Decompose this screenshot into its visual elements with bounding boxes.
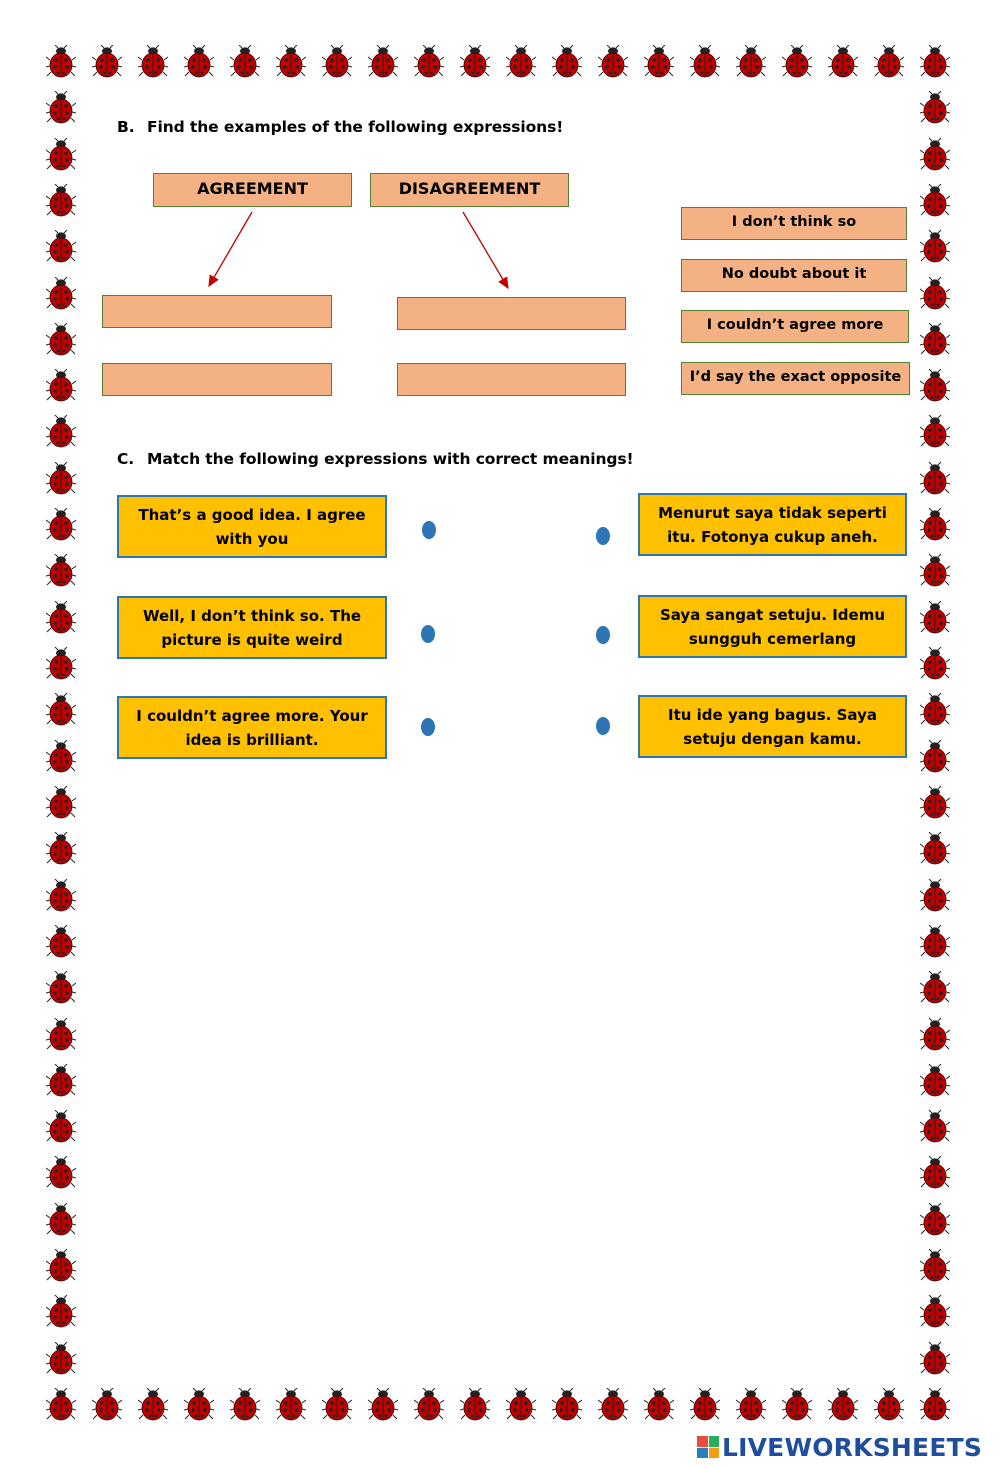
meaning-line: Menurut saya tidak seperti	[658, 503, 887, 522]
ladybug-icon	[920, 971, 950, 1005]
ladybug-icon	[46, 925, 76, 959]
arrow-agreement	[209, 212, 252, 286]
expression-line: Well, I don’t think so. The	[142, 606, 362, 625]
section-c-heading	[117, 450, 634, 468]
meaning-line: itu. Fotonya cukup aneh.	[667, 527, 878, 546]
match-dot-right-1[interactable]	[596, 527, 610, 545]
ladybug-icon	[920, 554, 950, 588]
ladybug-icon	[598, 1388, 628, 1422]
option-card[interactable]: I’d say the exact opposite	[681, 362, 910, 395]
ladybug-icon	[920, 462, 950, 496]
ladybug-icon	[506, 1388, 536, 1422]
match-dot-left-2[interactable]	[421, 625, 435, 643]
ladybug-icon	[46, 1388, 76, 1422]
ladybug-icon	[920, 415, 950, 449]
ladybug-icon	[46, 1295, 76, 1329]
ladybug-icon	[920, 1249, 950, 1283]
ladybug-icon	[736, 1388, 766, 1422]
ladybug-icon	[46, 1203, 76, 1237]
logo-badge-icon	[697, 1436, 719, 1458]
ladybug-icon	[920, 832, 950, 866]
option-card[interactable]: I couldn’t agree more	[681, 310, 909, 343]
match-dot-right-3[interactable]	[596, 717, 610, 735]
ladybug-icon	[184, 1388, 214, 1422]
agreement-drop-zone-1[interactable]	[102, 295, 332, 328]
logo-text: LIVEWORKSHEETS	[722, 1432, 983, 1462]
ladybug-icon	[920, 601, 950, 635]
liveworksheets-logo	[697, 1432, 982, 1462]
section-c-instruction: Match the following expressions with correct meanings!	[147, 450, 634, 468]
ladybug-icon	[920, 1110, 950, 1144]
ladybug-icon	[46, 554, 76, 588]
expression-line: with you	[215, 529, 289, 548]
match-dot-left-1[interactable]	[422, 521, 436, 539]
meaning-card	[638, 695, 907, 758]
ladybug-icon	[920, 786, 950, 820]
ladybug-icon	[782, 1388, 812, 1422]
ladybug-icon	[920, 508, 950, 542]
ladybug-icon	[920, 925, 950, 959]
section-b-letter: B.	[117, 118, 135, 136]
ladybug-icon	[920, 1388, 950, 1422]
match-dot-right-2[interactable]	[596, 626, 610, 644]
disagreement-drop-zone-1[interactable]	[397, 297, 626, 330]
expression-card	[117, 696, 387, 759]
ladybug-icon	[920, 647, 950, 681]
arrow-disagreement	[463, 212, 508, 288]
ladybug-icon	[46, 1064, 76, 1098]
ladybug-icon	[46, 832, 76, 866]
option-card[interactable]: No doubt about it	[681, 259, 907, 292]
section-c-letter: C.	[117, 450, 135, 468]
expression-card	[117, 495, 387, 558]
agreement-drop-zone-2[interactable]	[102, 363, 332, 396]
ladybug-icon	[46, 508, 76, 542]
category-disagreement: DISAGREEMENT	[370, 173, 569, 207]
ladybug-icon	[46, 1156, 76, 1190]
ladybug-icon	[46, 971, 76, 1005]
ladybug-icon	[920, 1295, 950, 1329]
meaning-card	[638, 493, 907, 556]
expression-line: That’s a good idea. I agree	[138, 505, 366, 524]
ladybug-icon	[414, 1388, 444, 1422]
ladybug-icon	[46, 740, 76, 774]
ladybug-icon	[138, 1388, 168, 1422]
ladybug-icon	[46, 693, 76, 727]
match-dot-left-3[interactable]	[421, 718, 435, 736]
ladybug-icon	[46, 601, 76, 635]
ladybug-icon	[920, 879, 950, 913]
expression-card	[117, 596, 387, 659]
ladybug-icon	[690, 1388, 720, 1422]
ladybug-icon	[46, 1110, 76, 1144]
meaning-card	[638, 595, 907, 658]
ladybug-icon	[920, 1156, 950, 1190]
ladybug-icon	[920, 1064, 950, 1098]
ladybug-icon	[322, 1388, 352, 1422]
ladybug-icon	[920, 1342, 950, 1376]
disagreement-drop-zone-2[interactable]	[397, 363, 626, 396]
ladybug-icon	[46, 1018, 76, 1052]
ladybug-icon	[230, 1388, 260, 1422]
ladybug-icon	[828, 1388, 858, 1422]
expression-line: I couldn’t agree more. Your	[136, 706, 368, 725]
expression-line: picture is quite weird	[161, 630, 343, 649]
category-agreement: AGREEMENT	[153, 173, 352, 207]
ladybug-icon	[920, 1203, 950, 1237]
ladybug-icon	[460, 1388, 490, 1422]
ladybug-icon	[46, 647, 76, 681]
ladybug-icon	[46, 1249, 76, 1283]
meaning-line: sungguh cemerlang	[688, 629, 857, 648]
section-b-instruction: Find the examples of the following expressions!	[147, 118, 564, 136]
expression-line: idea is brilliant.	[185, 730, 319, 749]
ladybug-icon	[46, 786, 76, 820]
ladybug-icon	[644, 1388, 674, 1422]
ladybug-icon	[552, 1388, 582, 1422]
ladybug-icon	[368, 1388, 398, 1422]
ladybug-icon	[920, 693, 950, 727]
ladybug-icon	[46, 879, 76, 913]
meaning-line: Itu ide yang bagus. Saya	[668, 705, 877, 724]
ladybug-icon	[874, 1388, 904, 1422]
meaning-line: setuju dengan kamu.	[683, 729, 862, 748]
ladybug-icon	[276, 1388, 306, 1422]
ladybug-icon	[92, 1388, 122, 1422]
ladybug-icon	[920, 1018, 950, 1052]
ladybug-icon	[46, 462, 76, 496]
ladybug-icon	[46, 415, 76, 449]
option-card[interactable]: I don’t think so	[681, 207, 907, 240]
ladybug-icon	[46, 1342, 76, 1376]
meaning-line: Saya sangat setuju. Idemu	[659, 605, 886, 624]
ladybug-icon	[920, 740, 950, 774]
